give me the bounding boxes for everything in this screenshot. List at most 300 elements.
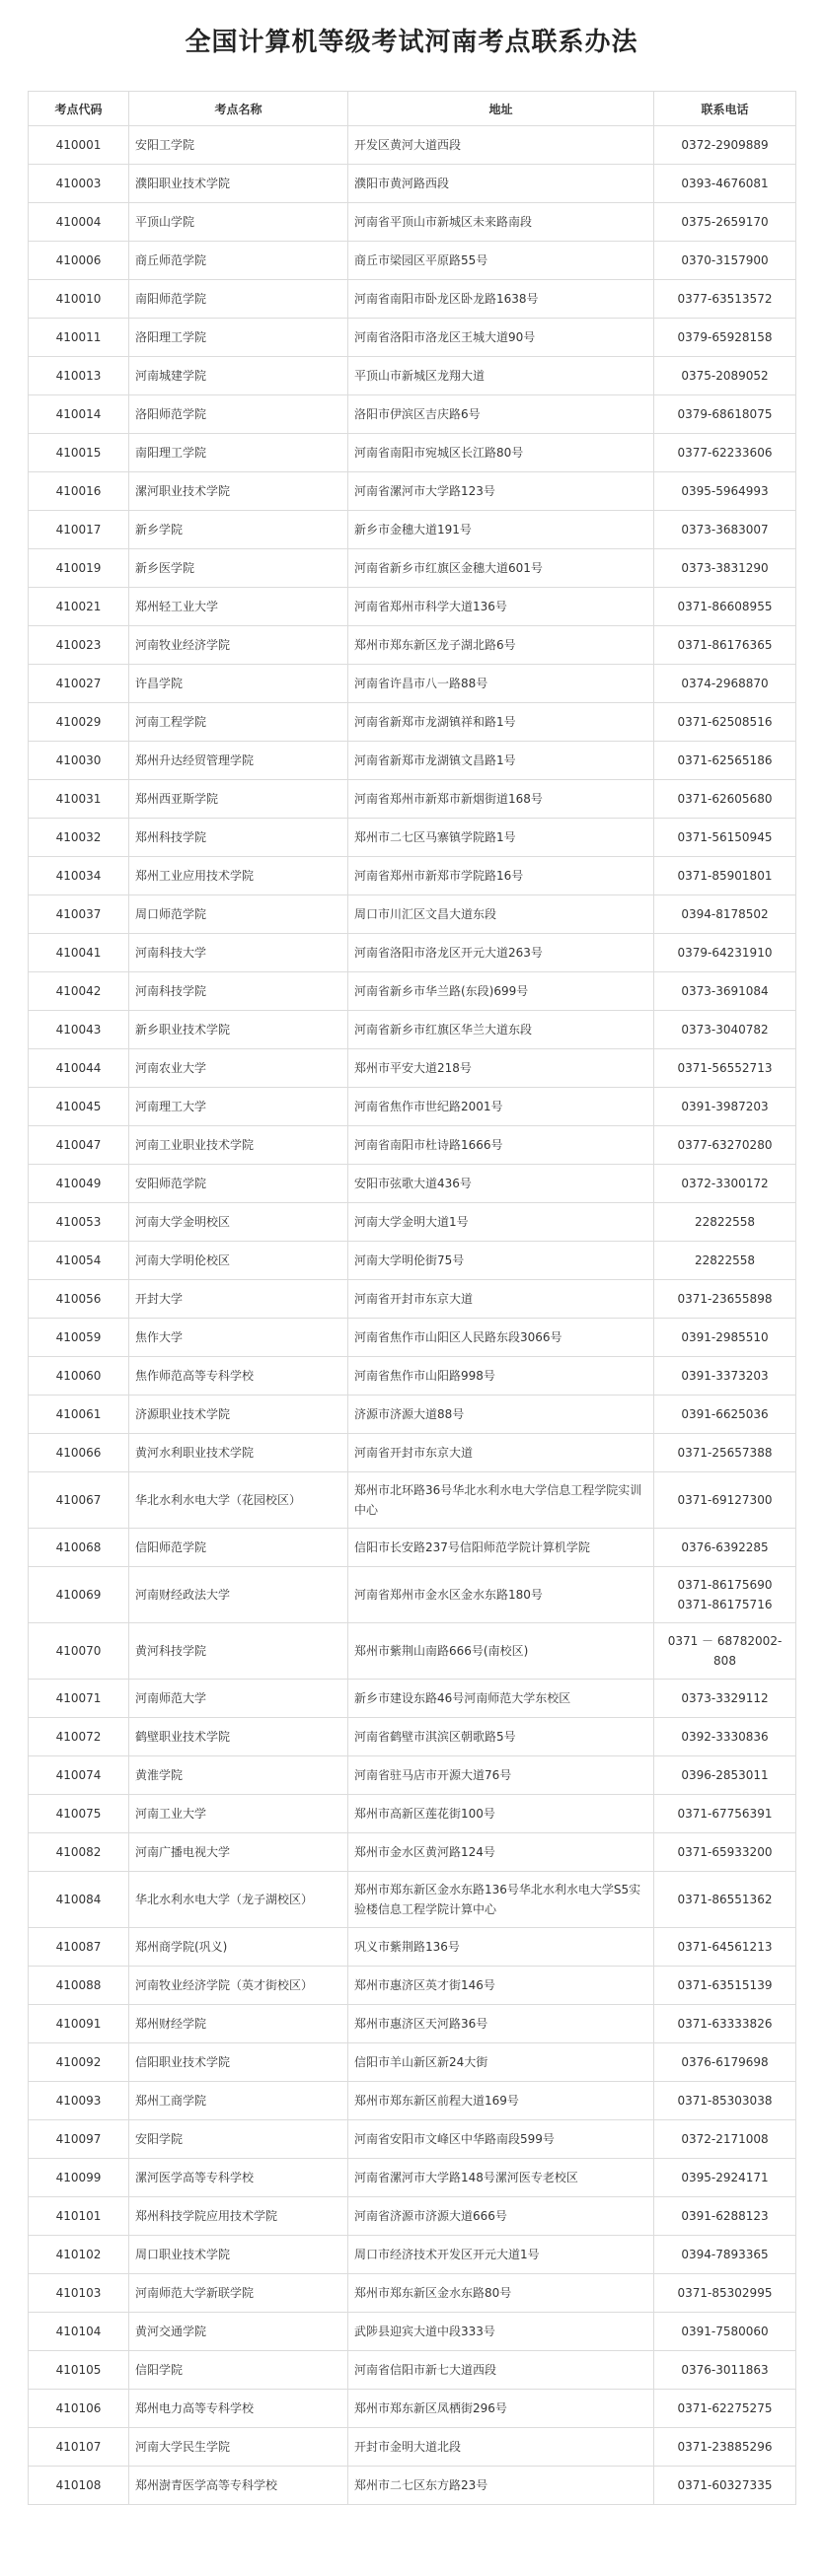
address-cell: 郑州市平安大道218号 [348,1049,654,1088]
phone-cell: 0371-56552713 [654,1049,796,1088]
address-cell: 河南省郑州市新郑市新烟街道168号 [348,780,654,819]
site-name-cell: 安阳学院 [129,2120,348,2159]
site-name-cell: 河南大学民生学院 [129,2428,348,2467]
table-row [29,819,796,857]
address-cell: 河南省开封市东京大道 [348,1280,654,1319]
address-cell: 武陟县迎宾大道中段333号 [348,2313,654,2351]
site-name-cell: 华北水利水电大学（龙子湖校区） [129,1872,348,1928]
site-code-cell: 410066 [29,1434,129,1472]
table-row [29,2390,796,2428]
site-code-cell: 410053 [29,1203,129,1242]
site-name-cell: 周口职业技术学院 [129,2236,348,2274]
phone-cell: 0391-3373203 [654,1357,796,1395]
site-code-cell: 410104 [29,2313,129,2351]
site-name-cell: 开封大学 [129,1280,348,1319]
site-name-cell: 南阳理工学院 [129,434,348,472]
site-code-cell: 410027 [29,665,129,703]
table-row [29,357,796,395]
site-name-cell: 郑州科技学院应用技术学院 [129,2197,348,2236]
address-cell: 河南省新郑市龙湖镇文昌路1号 [348,742,654,780]
address-cell: 河南省洛阳市洛龙区开元大道263号 [348,934,654,972]
site-code-cell: 410047 [29,1126,129,1165]
table-row [29,1126,796,1165]
site-name-cell: 黄河交通学院 [129,2313,348,2351]
phone-cell: 0371-62508516 [654,703,796,742]
table-row [29,2159,796,2197]
site-code-cell: 410041 [29,934,129,972]
address-cell: 河南省安阳市文峰区中华路南段599号 [348,2120,654,2159]
address-cell: 郑州市惠济区天河路36号 [348,2005,654,2043]
phone-cell: 0371-86608955 [654,588,796,626]
site-name-cell: 郑州西亚斯学院 [129,780,348,819]
address-cell: 郑州市二七区东方路23号 [348,2467,654,2505]
address-cell: 河南省郑州市新郑市学院路16号 [348,857,654,895]
page-title: 全国计算机等级考试河南考点联系办法 [185,28,638,57]
address-cell: 安阳市弦歌大道436号 [348,1165,654,1203]
site-name-cell: 郑州商学院(巩义) [129,1928,348,1967]
address-cell: 河南大学金明大道1号 [348,1203,654,1242]
site-code-cell: 410070 [29,1623,129,1680]
phone-cell: 0373-3691084 [654,972,796,1011]
site-code-cell: 410010 [29,280,129,319]
phone-cell: 0371-69127300 [654,1472,796,1529]
phone-cell: 0371-23655898 [654,1280,796,1319]
site-name-cell: 郑州轻工业大学 [129,588,348,626]
table-row [29,1795,796,1833]
site-code-cell: 410072 [29,1718,129,1756]
header-address: 地址 [348,92,654,126]
table-row [29,395,796,434]
phone-cell: 0372-2909889 [654,126,796,165]
table-row [29,2428,796,2467]
site-name-cell: 郑州科技学院 [129,819,348,857]
site-name-cell: 新乡职业技术学院 [129,1011,348,1049]
site-name-cell: 河南科技大学 [129,934,348,972]
site-code-cell: 410021 [29,588,129,626]
header-site-name: 考点名称 [129,92,348,126]
site-code-cell: 410106 [29,2390,129,2428]
site-name-cell: 安阳工学院 [129,126,348,165]
table-row [29,1833,796,1872]
table-row [29,972,796,1011]
site-code-cell: 410054 [29,1242,129,1280]
phone-cell: 0394-8178502 [654,895,796,934]
phone-cell: 0391-7580060 [654,2313,796,2351]
site-name-cell: 河南大学明伦校区 [129,1242,348,1280]
site-code-cell: 410061 [29,1395,129,1434]
site-code-cell: 410097 [29,2120,129,2159]
site-code-cell: 410069 [29,1567,129,1623]
site-name-cell: 河南师范大学新联学院 [129,2274,348,2313]
site-name-cell: 河南牧业经济学院（英才街校区） [129,1967,348,2005]
phone-cell: 0373-3040782 [654,1011,796,1049]
phone-cell: 0371-62565186 [654,742,796,780]
table-row [29,1623,796,1680]
site-code-cell: 410105 [29,2351,129,2390]
site-name-cell: 郑州财经学院 [129,2005,348,2043]
phone-cell: 0392-3330836 [654,1718,796,1756]
table-row [29,2197,796,2236]
site-name-cell: 鹤壁职业技术学院 [129,1718,348,1756]
site-code-cell: 410056 [29,1280,129,1319]
site-code-cell: 410042 [29,972,129,1011]
site-name-cell: 河南工业职业技术学院 [129,1126,348,1165]
address-cell: 河南省许昌市八一路88号 [348,665,654,703]
site-code-cell: 410006 [29,242,129,280]
site-name-cell: 信阳师范学院 [129,1529,348,1567]
site-name-cell: 河南财经政法大学 [129,1567,348,1623]
site-name-cell: 黄河水利职业技术学院 [129,1434,348,1472]
site-name-cell: 信阳职业技术学院 [129,2043,348,2082]
site-code-cell: 410068 [29,1529,129,1567]
site-name-cell: 洛阳理工学院 [129,319,348,357]
phone-cell: 0371-63333826 [654,2005,796,2043]
table-row [29,2274,796,2313]
address-cell: 新乡市金穗大道191号 [348,511,654,549]
site-name-cell: 新乡学院 [129,511,348,549]
table-row [29,472,796,511]
site-name-cell: 商丘师范学院 [129,242,348,280]
site-code-cell: 410001 [29,126,129,165]
phone-cell: 0376-6392285 [654,1529,796,1567]
address-cell: 郑州市郑东新区凤栖街296号 [348,2390,654,2428]
table-row [29,1319,796,1357]
phone-cell: 0375-2659170 [654,203,796,242]
phone-cell: 0377-62233606 [654,434,796,472]
site-name-cell: 郑州升达经贸管理学院 [129,742,348,780]
site-code-cell: 410067 [29,1472,129,1529]
site-code-cell: 410082 [29,1833,129,1872]
table-row [29,895,796,934]
table-row [29,2467,796,2505]
site-code-cell: 410014 [29,395,129,434]
phone-cell: 0373-3831290 [654,549,796,588]
address-cell: 郑州市郑东新区龙子湖北路6号 [348,626,654,665]
table-row [29,1011,796,1049]
phone-cell: 0371-86551362 [654,1872,796,1928]
header-site-code: 考点代码 [29,92,129,126]
site-code-cell: 410091 [29,2005,129,2043]
address-cell: 开封市金明大道北段 [348,2428,654,2467]
site-code-cell: 410049 [29,1165,129,1203]
site-code-cell: 410023 [29,626,129,665]
site-code-cell: 410093 [29,2082,129,2120]
address-cell: 河南省新乡市华兰路(东段)699号 [348,972,654,1011]
table-row [29,780,796,819]
site-name-cell: 黄淮学院 [129,1756,348,1795]
phone-cell: 0394-7893365 [654,2236,796,2274]
site-name-cell: 郑州澍青医学高等专科学校 [129,2467,348,2505]
site-code-cell: 410075 [29,1795,129,1833]
address-cell: 郑州市二七区马寨镇学院路1号 [348,819,654,857]
site-code-cell: 410092 [29,2043,129,2082]
table-row [29,2236,796,2274]
phone-cell: 0371-64561213 [654,1928,796,1967]
site-name-cell: 濮阳职业技术学院 [129,165,348,203]
table-row [29,1203,796,1242]
site-name-cell: 郑州工业应用技术学院 [129,857,348,895]
phone-cell: 0371-25657388 [654,1434,796,1472]
site-name-cell: 黄河科技学院 [129,1623,348,1680]
address-cell: 济源市济源大道88号 [348,1395,654,1434]
table-row [29,1967,796,2005]
table-row [29,1472,796,1529]
address-cell: 河南省郑州市金水区金水东路180号 [348,1567,654,1623]
site-code-cell: 410088 [29,1967,129,2005]
table-row [29,434,796,472]
phone-cell: 22822558 [654,1203,796,1242]
address-cell: 开发区黄河大道西段 [348,126,654,165]
address-cell: 郑州市郑东新区前程大道169号 [348,2082,654,2120]
phone-cell: 0377-63270280 [654,1126,796,1165]
site-code-cell: 410043 [29,1011,129,1049]
site-code-cell: 410101 [29,2197,129,2236]
phone-cell: 0371-60327335 [654,2467,796,2505]
table-row [29,1395,796,1434]
phone-cell: 0371-62605680 [654,780,796,819]
address-cell: 平顶山市新城区龙翔大道 [348,357,654,395]
site-code-cell: 410032 [29,819,129,857]
table-row [29,2043,796,2082]
address-cell: 河南大学明伦街75号 [348,1242,654,1280]
address-cell: 河南省信阳市新七大道西段 [348,2351,654,2390]
table-row [29,1680,796,1718]
address-cell: 濮阳市黄河路西段 [348,165,654,203]
phone-cell: 0372-3300172 [654,1165,796,1203]
address-cell: 周口市经济技术开发区开元大道1号 [348,2236,654,2274]
table-row [29,280,796,319]
site-code-cell: 410102 [29,2236,129,2274]
site-name-cell: 洛阳师范学院 [129,395,348,434]
site-name-cell: 河南农业大学 [129,1049,348,1088]
phone-cell: 0371-85303038 [654,2082,796,2120]
table-row [29,2313,796,2351]
site-code-cell: 410044 [29,1049,129,1088]
site-code-cell: 410016 [29,472,129,511]
phone-cell: 0371-86175690 0371-86175716 [654,1567,796,1623]
table-row [29,703,796,742]
site-code-cell: 410099 [29,2159,129,2197]
phone-cell: 0376-6179698 [654,2043,796,2082]
site-name-cell: 河南工程学院 [129,703,348,742]
address-cell: 郑州市高新区莲花街100号 [348,1795,654,1833]
site-name-cell: 郑州工商学院 [129,2082,348,2120]
phone-cell: 0371-63515139 [654,1967,796,2005]
table-row [29,1718,796,1756]
phone-cell: 0370-3157900 [654,242,796,280]
table-row [29,742,796,780]
phone-cell: 0371-62275275 [654,2390,796,2428]
address-cell: 郑州市北环路36号华北水利水电大学信息工程学院实训中心 [348,1472,654,1529]
site-code-cell: 410103 [29,2274,129,2313]
site-name-cell: 平顶山学院 [129,203,348,242]
phone-cell: 0391-6288123 [654,2197,796,2236]
address-cell: 河南省济源市济源大道666号 [348,2197,654,2236]
address-cell: 河南省漯河市大学路123号 [348,472,654,511]
address-cell: 河南省新乡市红旗区华兰大道东段 [348,1011,654,1049]
address-cell: 河南省焦作市山阳区人民路东段3066号 [348,1319,654,1357]
table-row [29,1088,796,1126]
phone-cell: 22822558 [654,1242,796,1280]
address-cell: 郑州市郑东新区金水东路80号 [348,2274,654,2313]
site-code-cell: 410045 [29,1088,129,1126]
phone-cell: 0371-85302995 [654,2274,796,2313]
address-cell: 河南省开封市东京大道 [348,1434,654,1472]
address-cell: 商丘市梁园区平原路55号 [348,242,654,280]
address-cell: 郑州市惠济区英才街146号 [348,1967,654,2005]
address-cell: 河南省漯河市大学路148号漯河医专老校区 [348,2159,654,2197]
address-cell: 河南省南阳市卧龙区卧龙路1638号 [348,280,654,319]
phone-cell: 0372-2171008 [654,2120,796,2159]
address-cell: 巩义市紫荆路136号 [348,1928,654,1967]
site-name-cell: 济源职业技术学院 [129,1395,348,1434]
site-code-cell: 410019 [29,549,129,588]
site-code-cell: 410004 [29,203,129,242]
table-row [29,857,796,895]
table-row [29,1756,796,1795]
address-cell: 河南省驻马店市开源大道76号 [348,1756,654,1795]
address-cell: 河南省新乡市红旗区金穗大道601号 [348,549,654,588]
phone-cell: 0374-2968870 [654,665,796,703]
site-code-cell: 410107 [29,2428,129,2467]
site-code-cell: 410011 [29,319,129,357]
phone-cell: 0379-68618075 [654,395,796,434]
site-code-cell: 410031 [29,780,129,819]
phone-cell: 0371-85901801 [654,857,796,895]
address-cell: 河南省焦作市山阳路998号 [348,1357,654,1395]
phone-cell: 0371 － 68782002-808 [654,1623,796,1680]
address-cell: 河南省洛阳市洛龙区王城大道90号 [348,319,654,357]
site-code-cell: 410003 [29,165,129,203]
table-body [29,126,796,2505]
table-row [29,126,796,165]
table-row [29,165,796,203]
site-name-cell: 南阳师范学院 [129,280,348,319]
site-name-cell: 河南大学金明校区 [129,1203,348,1242]
table-row [29,934,796,972]
table-row [29,1872,796,1928]
site-code-cell: 410013 [29,357,129,395]
table-row [29,549,796,588]
phone-cell: 0371-86176365 [654,626,796,665]
address-cell: 河南省平顶山市新城区未来路南段 [348,203,654,242]
site-code-cell: 410034 [29,857,129,895]
site-code-cell: 410037 [29,895,129,934]
address-cell: 新乡市建设东路46号河南师范大学东校区 [348,1680,654,1718]
table-row [29,665,796,703]
site-code-cell: 410087 [29,1928,129,1967]
phone-cell: 0395-5964993 [654,472,796,511]
address-cell: 郑州市金水区黄河路124号 [348,1833,654,1872]
table-row [29,203,796,242]
table-row [29,1434,796,1472]
address-cell: 河南省新郑市龙湖镇祥和路1号 [348,703,654,742]
phone-cell: 0379-64231910 [654,934,796,972]
header-phone: 联系电话 [654,92,796,126]
site-code-cell: 410029 [29,703,129,742]
table-row [29,242,796,280]
phone-cell: 0379-65928158 [654,319,796,357]
site-code-cell: 410015 [29,434,129,472]
address-cell: 河南省焦作市世纪路2001号 [348,1088,654,1126]
site-name-cell: 郑州电力高等专科学校 [129,2390,348,2428]
table-row [29,2005,796,2043]
phone-cell: 0391-3987203 [654,1088,796,1126]
site-name-cell: 周口师范学院 [129,895,348,934]
site-name-cell: 河南工业大学 [129,1795,348,1833]
table-row [29,1567,796,1623]
site-name-cell: 河南师范大学 [129,1680,348,1718]
site-name-cell: 新乡医学院 [129,549,348,588]
table-row [29,588,796,626]
site-name-cell: 安阳师范学院 [129,1165,348,1203]
address-cell: 洛阳市伊滨区吉庆路6号 [348,395,654,434]
phone-cell: 0375-2089052 [654,357,796,395]
table-row [29,626,796,665]
table-row [29,319,796,357]
site-code-cell: 410071 [29,1680,129,1718]
phone-cell: 0395-2924171 [654,2159,796,2197]
site-name-cell: 华北水利水电大学（花园校区） [129,1472,348,1529]
address-cell: 周口市川汇区文昌大道东段 [348,895,654,934]
site-code-cell: 410060 [29,1357,129,1395]
address-cell: 河南省郑州市科学大道136号 [348,588,654,626]
site-name-cell: 焦作大学 [129,1319,348,1357]
phone-cell: 0376-3011863 [654,2351,796,2390]
site-code-cell: 410108 [29,2467,129,2505]
table-row [29,1529,796,1567]
table-header-row [29,92,796,126]
table-row [29,2351,796,2390]
site-name-cell: 河南城建学院 [129,357,348,395]
phone-cell: 0377-63513572 [654,280,796,319]
table-row [29,2082,796,2120]
site-name-cell: 河南广播电视大学 [129,1833,348,1872]
address-cell: 郑州市紫荆山南路666号(南校区) [348,1623,654,1680]
site-name-cell: 信阳学院 [129,2351,348,2390]
table-row [29,1165,796,1203]
site-name-cell: 焦作师范高等专科学校 [129,1357,348,1395]
site-name-cell: 许昌学院 [129,665,348,703]
phone-cell: 0371-56150945 [654,819,796,857]
table-row [29,1928,796,1967]
phone-cell: 0371-23885296 [654,2428,796,2467]
site-name-cell: 漯河医学高等专科学校 [129,2159,348,2197]
phone-cell: 0373-3329112 [654,1680,796,1718]
address-cell: 信阳市长安路237号信阳师范学院计算机学院 [348,1529,654,1567]
site-code-cell: 410084 [29,1872,129,1928]
phone-cell: 0371-67756391 [654,1795,796,1833]
phone-cell: 0373-3683007 [654,511,796,549]
site-name-cell: 河南牧业经济学院 [129,626,348,665]
site-code-cell: 410074 [29,1756,129,1795]
site-name-cell: 河南理工大学 [129,1088,348,1126]
phone-cell: 0391-2985510 [654,1319,796,1357]
exam-sites-table [28,91,796,2505]
address-cell: 郑州市郑东新区金水东路136号华北水利水电大学S5实验楼信息工程学院计算中心 [348,1872,654,1928]
site-name-cell: 河南科技学院 [129,972,348,1011]
table-row [29,511,796,549]
table-row [29,1049,796,1088]
address-cell: 河南省南阳市杜诗路1666号 [348,1126,654,1165]
site-code-cell: 410059 [29,1319,129,1357]
table-row [29,2120,796,2159]
site-code-cell: 410030 [29,742,129,780]
address-cell: 河南省鹤壁市淇滨区朝歌路5号 [348,1718,654,1756]
phone-cell: 0396-2853011 [654,1756,796,1795]
phone-cell: 0371-65933200 [654,1833,796,1872]
site-name-cell: 漯河职业技术学院 [129,472,348,511]
